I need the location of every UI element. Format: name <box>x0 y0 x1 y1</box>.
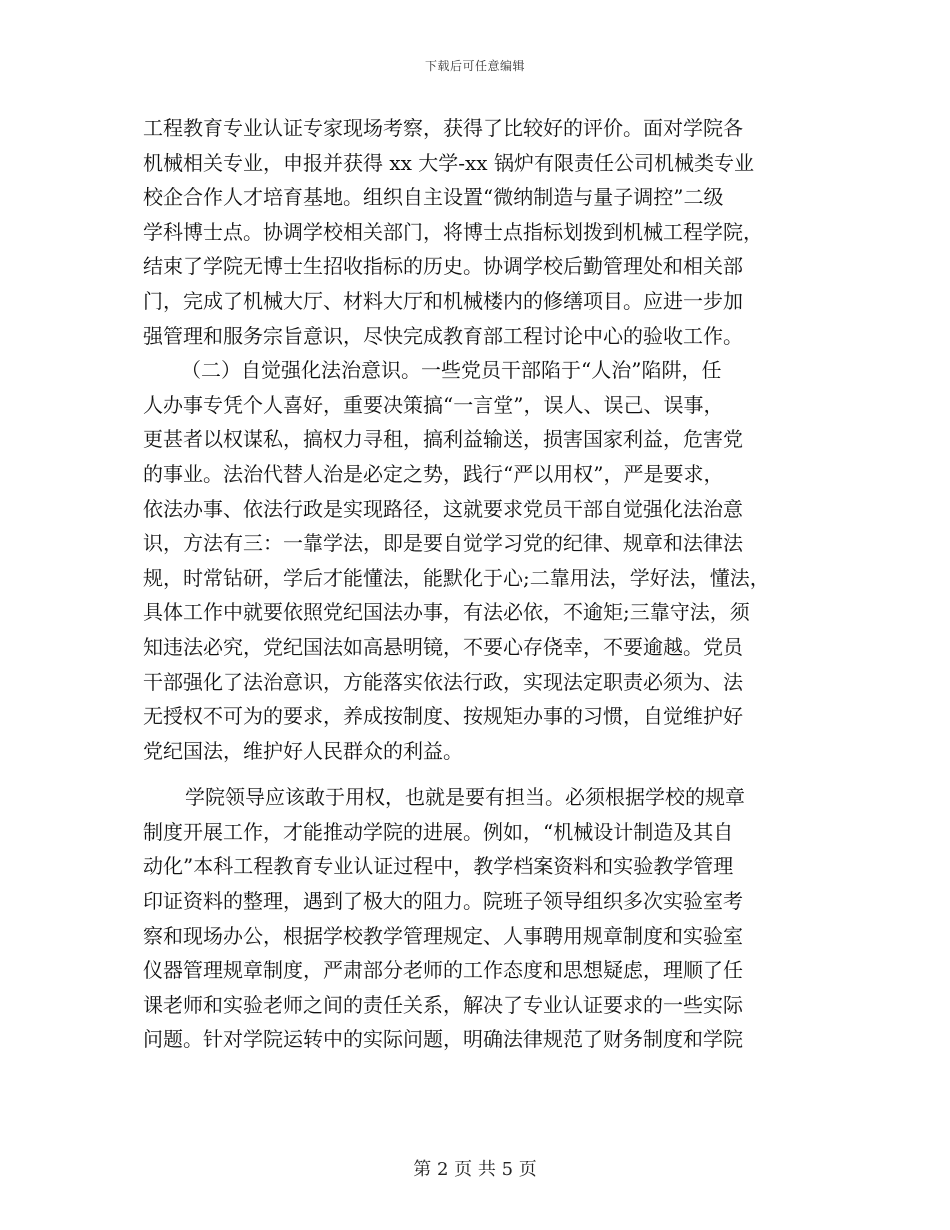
text-line: 工程教育专业认证专家现场考察，获得了比较好的评价。面对学院各 <box>143 116 743 140</box>
text-line: 门，完成了机械大厅、材料大厅和机械楼内的修缮项目。应进一步加 <box>143 288 743 313</box>
text-line: 具体工作中就要依照党纪国法办事，有法必依，不逾矩;三靠守法，须 <box>143 600 750 625</box>
text-line: 无授权不可为的要求，养成按制度、按规矩办事的习惯，自觉维护好 <box>143 704 743 729</box>
document-body <box>143 111 803 1057</box>
text-line: 印证资料的整理，遇到了极大的阻力。院班子领导组织多次实验室考 <box>143 889 743 914</box>
text-line: 校企合作人才培育基地。组织自主设置“微纳制造与量子调控”二级 <box>143 185 724 210</box>
text-line: 学科博士点。协调学校相关部门，将博士点指标划拨到机械工程学院， <box>143 219 763 244</box>
text-line: 知违法必究，党纪国法如高悬明镜，不要心存侥幸，不要逾越。党员 <box>143 634 743 659</box>
text-line: 党纪国法，维护好人民群众的利益。 <box>143 738 463 763</box>
text-line: 机械相关专业，申报并获得 xx 大学-xx 锅炉有限责任公司机械类专业 <box>143 150 754 175</box>
text-line: 学院领导应该敢于用权，也就是要有担当。必须根据学校的规章 <box>185 785 745 810</box>
text-line: 动化”本科工程教育专业认证过程中，教学档案资料和实验教学管理 <box>143 854 734 879</box>
text-line: 问题。针对学院运转中的实际问题，明确法律规范了财务制度和学院 <box>143 1027 743 1052</box>
text-line: 强管理和服务宗旨意识，尽快完成教育部工程讨论中心的验收工作。 <box>143 323 743 348</box>
text-line: 识，方法有三：一靠学法，即是要自觉学习党的纪律、规章和法律法 <box>143 531 743 556</box>
paragraph-rule-of-law <box>143 353 803 768</box>
text-line: 人办事专凭个人喜好，重要决策搞“一言堂”，误人、误己、误事， <box>143 392 724 417</box>
text-line: （二）自觉强化法治意识。一些党员干部陷于“人治”陷阱，任 <box>181 358 722 383</box>
text-line: 课老师和实验老师之间的责任关系，解决了专业认证要求的一些实际 <box>143 992 743 1017</box>
text-line: 察和现场办公，根据学校教学管理规定、人事聘用规章制度和实验室 <box>143 923 743 948</box>
text-line: 规，时常钻研，学后才能懂法，能默化于心;二靠用法，学好法，懂法， <box>143 565 770 590</box>
text-line: 制度开展工作，才能推动学院的进展。例如，“机械设计制造及其自 <box>143 819 734 844</box>
text-line: 干部强化了法治意识，方能落实依法行政，实现法定职责必须为、法 <box>143 669 743 694</box>
paragraph-leadership <box>143 780 803 1057</box>
text-line: 更甚者以权谋私，搞权力寻租，搞利益输送，损害国家利益，危害党 <box>143 427 743 452</box>
page-number: 第 2 页 共 5 页 <box>413 1159 537 1180</box>
header-note: 下载后可任意编辑 <box>424 59 525 73</box>
text-line: 仪器管理规章制度，严肃部分老师的工作态度和思想疑虑，理顺了任 <box>143 958 743 983</box>
text-line: 的事业。法治代替人治是必定之势，践行“严以用权”，严是要求， <box>143 461 724 486</box>
text-line: 结束了学院无博士生招收指标的历史。协调学校后勤管理处和相关部 <box>143 254 743 279</box>
text-line: 依法办事、依法行政是实现路径，这就要求党员干部自觉强化法治意 <box>143 496 743 521</box>
paragraph-continued <box>143 111 803 353</box>
